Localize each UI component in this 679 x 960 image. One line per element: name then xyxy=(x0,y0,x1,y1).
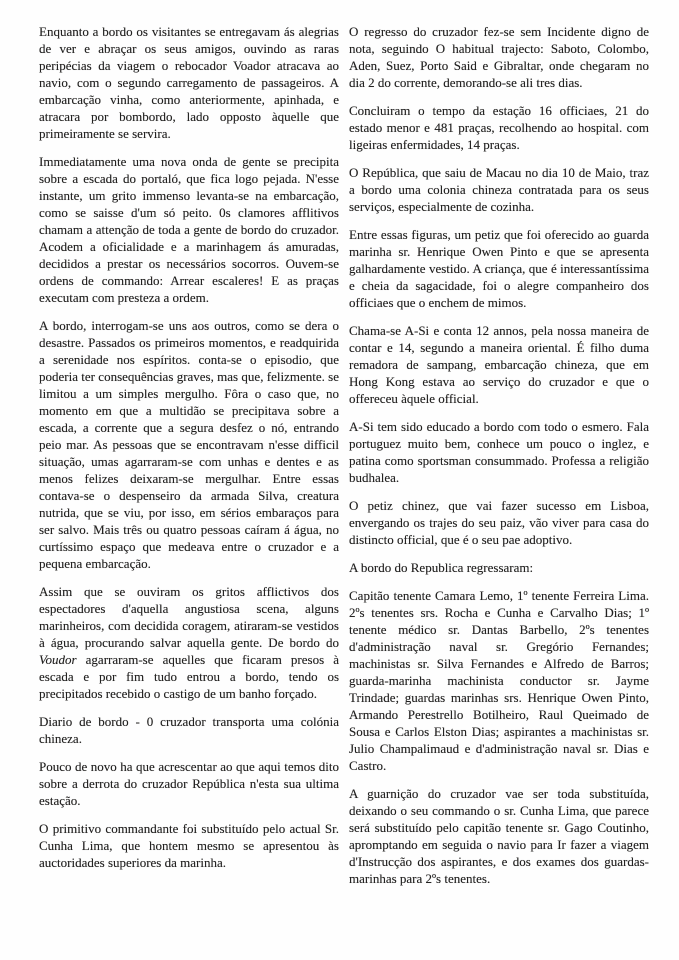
paragraph: Capitão tenente Camara Lemo, 1º tenente Ferreira Lima. 2ºs tenentes srs. Rocha e Cunha e Carvalho Dias; 1º tenente médico sr. Dantas Barbello, 2ºs tenentes d'administração naval sr. Gregório Fernandes; machinistas sr. Silva Fernandes e Alfredo de Barros; guarda-marinha machinista conductor sr. Jayme Trindade; guardas marinhas srs. Henrique Owen Pinto, Armando Perestrello Botilheiro, Raul Queimado de Sousa e Carlos Elston Dias; aspirantes a machinistas sr. Julio Champalimaud e d'administração naval sr. Dias e Castro. xyxy=(349,588,649,773)
text-run: Assim que se ouviram os gritos afflictivos dos espectadores d'aquella angustiosa scena, alguns marinheiros, com decidida coragem, atiraram-se vestidos à água, procurando salvar aquella gente. De bordo do xyxy=(39,584,339,650)
paragraph: Entre essas figuras, um petiz que foi oferecido ao guarda marinha sr. Henrique Owen Pinto e que se apresenta galhardamente vestido. A criança, que é interessantíssima e cheia da sagacidade, foi o alegre companheiro dos officiaes que o enchem de mimos. xyxy=(349,227,649,310)
paragraph: Diario de bordo - 0 cruzador transporta uma colónia chineza. xyxy=(39,714,339,746)
paragraph: A guarnição do cruzador vae ser toda substituída, deixando o seu commando o sr. Cunha Lima, que parece será substituído pelo capitão tenente sr. Gago Coutinho, apromptando em seguida o navio para Ir fazer a viagem d'Instrucção dos aspirantes, e dos exames dos guardas-marinhas para 2ºs tenentes. xyxy=(349,786,649,886)
paragraph: Enquanto a bordo os visitantes se entregavam ás alegrias de ver e abraçar os seus amigos, ouvindo as raras peripécias da viagem o rebocador Voador atracava ao navio, com o segundo carregamento de passageiros. A embarcação vinha, como anteriormente, apinhada, e atracara por bombordo, lado opposto àquelle que primeiramente se servira. xyxy=(39,24,339,141)
left-text-column xyxy=(39,23,339,950)
paragraph: O República, que saiu de Macau no dia 10 de Maio, traz a bordo uma colonia chineza contratada para os seus serviços, especialmente de cozinha. xyxy=(349,165,649,214)
paragraph: O regresso do cruzador fez-se sem Incidente digno de nota, seguindo O habitual trajecto: Saboto, Colombo, Aden, Suez, Porto Said e Gibraltar, onde chegaram no dia 2 do corrente, demorando-se ali tres dias. xyxy=(349,24,649,90)
paragraph: Immediatamente uma nova onda de gente se precipita sobre a escada do portaló, que fica logo pejada. N'esse instante, um grito immenso levanta-se na embarcação, como se saisse d'um só peito. 0s clamores afflitivos chamam a attenção de toda a gente de bordo do cruzador. Acodem a oficialidade e a marinhagem ás amuradas, decididos a prestar os necessários socorros. Ouvem-se ordens de commando: Arrear escaleres! E as praças executam com presteza a ordem. xyxy=(39,154,339,305)
paragraph: O petiz chinez, que vai fazer sucesso em Lisboa, envergando os trajes do seu paiz, vão viver para casa do distincto official, que é o seu pae adoptivo. xyxy=(349,498,649,547)
paragraph: Pouco de novo ha que acrescentar ao que aqui temos dito sobre a derrota do cruzador República n'esta sua ultima estação. xyxy=(39,759,339,808)
paragraph xyxy=(39,583,339,702)
paragraph: Chama-se A-Si e conta 12 annos, pela nossa maneira de contar e 14, segundo a maneira oriental. É filho duma remadora de sampang, embarcação chineza, que em Hong Kong estava ao serviço do cruzador e que o offereceu àquele official. xyxy=(349,323,649,406)
ship-name-italic: Voudor xyxy=(39,652,77,667)
paragraph: A bordo do Republica regressaram: xyxy=(349,560,534,575)
paragraph: O primitivo commandante foi substituído pelo actual Sr. Cunha Lima, que hontem mesmo se apresentou às auctoridades superiores da marinha. xyxy=(39,821,339,870)
paragraph: A-Si tem sido educado a bordo com todo o esmero. Fala portuguez muito bem, conhece um pouco o inglez, e patina como sportsman consummado. Professa a religião budhalea. xyxy=(349,419,649,485)
paragraph: A bordo, interrogam-se uns aos outros, como se dera o desastre. Passados os primeiros momentos, e readquirida a serenidade nos espíritos. conta-se o episodio, que poderia ter consequências graves, mas que, felizmente. se limitou a um simples mergulho. Fôra o caso que, no momento em que a multidão se precipitava sobre a escada, a corrente que a segura desfez o nó, entrando peio mar. As pessoas que se encontravam n'esse difficil situação, umas agarraram-se com unhas e dentes e as menos felizes deixaram-se mergulhar. Entre essas contava-se o despenseiro da armada Silva, creatura nutrida, que se viu, por isso, em sérios embaraços para ser salvo. Mais três ou quatro pessoas caíram á água, no curtíssimo espaço que medeava entre o cruzador e a pequena embarcação. xyxy=(39,318,339,571)
right-text-column xyxy=(349,23,649,950)
paragraph: Concluiram o tempo da estação 16 officiaes, 21 do estado menor e 481 praças, recolhendo ao hospital. com ligeiras enfermidades, 14 praças. xyxy=(349,103,649,152)
text-run: agarraram-se aquelles que ficaram presos à escada e por fim tudo entrou a bordo, tendo os precipitados recebido o castigo de um banho forçado. xyxy=(39,652,339,701)
